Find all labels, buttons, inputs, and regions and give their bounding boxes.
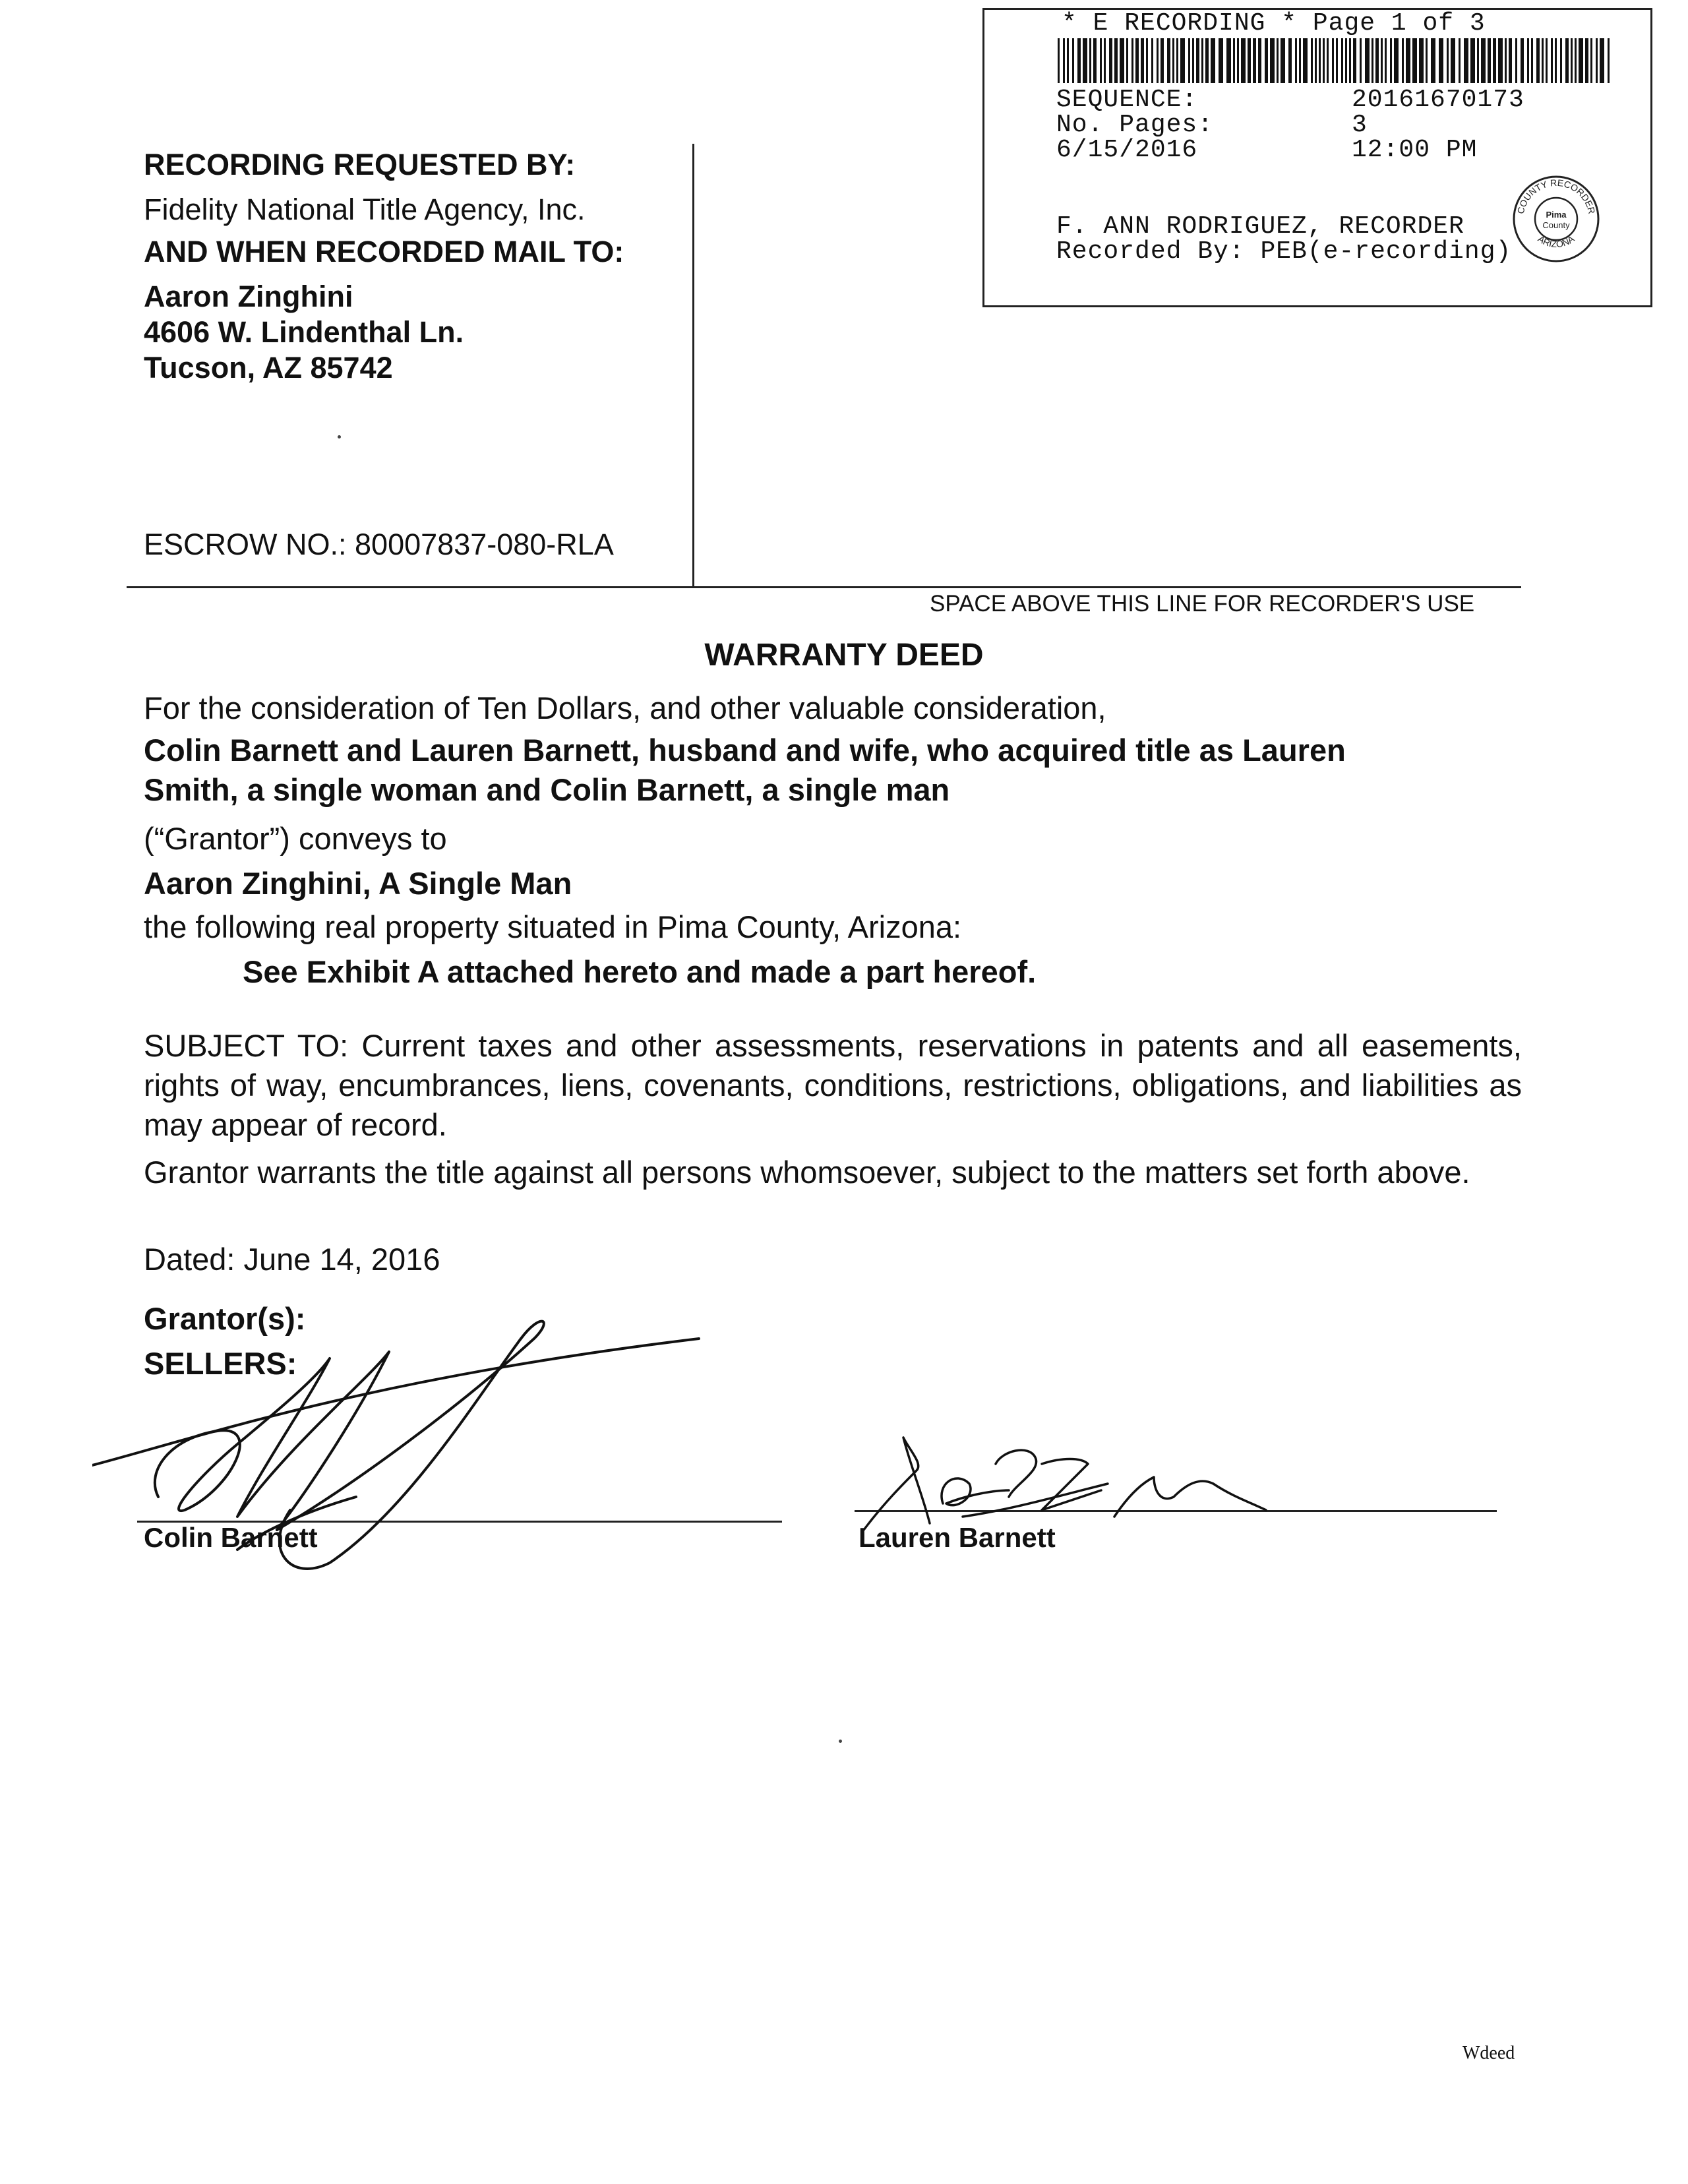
barcode-bar bbox=[1323, 38, 1325, 83]
barcode-bar bbox=[1419, 38, 1424, 83]
barcode-bar bbox=[1248, 38, 1251, 83]
barcode-bar bbox=[1451, 38, 1455, 83]
signature-lauren-barnett bbox=[844, 1424, 1306, 1536]
subject-to-paragraph: SUBJECT TO: Current taxes and other assessments, reservations in patents and all easements, rights of way, encumbrances, liens, covenants, conditions, restrictions, obligations, and liabilities as may appear of record. bbox=[144, 1028, 1522, 1142]
recorded-by: Recorded By: PEB(e-recording) bbox=[1056, 237, 1512, 266]
mail-to-name: Aaron Zinghini bbox=[144, 280, 353, 313]
barcode-bar bbox=[1531, 38, 1533, 83]
barcode-bar bbox=[1233, 38, 1235, 83]
barcode-bar bbox=[1385, 38, 1387, 83]
barcode-bar bbox=[1201, 38, 1203, 83]
barcode-bar bbox=[1063, 38, 1065, 83]
barcode-bar bbox=[1521, 38, 1524, 83]
barcode-bar bbox=[1100, 38, 1102, 83]
scan-speck bbox=[338, 435, 341, 439]
escrow-label: ESCROW NO.: bbox=[144, 528, 347, 561]
barcode-bar bbox=[1585, 38, 1588, 83]
barcode-bar bbox=[1058, 38, 1060, 83]
barcode-bar bbox=[1560, 38, 1562, 83]
barcode-bar bbox=[1131, 38, 1133, 83]
sellers-label: SELLERS: bbox=[144, 1346, 297, 1381]
barcode-bar bbox=[1258, 38, 1261, 83]
barcode-bar bbox=[1608, 38, 1610, 83]
barcode-bar bbox=[1439, 38, 1443, 83]
barcode-bar bbox=[1375, 38, 1379, 83]
barcode-bar bbox=[1332, 38, 1334, 83]
stamp-time: 12:00 PM bbox=[1352, 136, 1478, 164]
escrow-value: 80007837-080-RLA bbox=[355, 528, 614, 561]
signer-name-2: Lauren Barnett bbox=[859, 1522, 1056, 1553]
consideration-text: For the consideration of Ten Dollars, and other valuable consideration, bbox=[144, 690, 1106, 725]
barcode-bar bbox=[1493, 38, 1496, 83]
scan-speck bbox=[839, 1740, 842, 1743]
barcode-bar bbox=[1319, 38, 1321, 83]
barcode-bar bbox=[1176, 38, 1178, 83]
barcode-bar bbox=[1406, 38, 1410, 83]
barcode-bar bbox=[1315, 38, 1317, 83]
barcode-bar bbox=[1527, 38, 1529, 83]
grantee-name: Aaron Zinghini, A Single Man bbox=[144, 866, 572, 901]
barcode-bar bbox=[1281, 38, 1285, 83]
barcode-bar bbox=[1349, 38, 1351, 83]
barcode-bar bbox=[1077, 38, 1081, 83]
barcode-bar bbox=[1515, 38, 1517, 83]
barcode-bar bbox=[1253, 38, 1256, 83]
deed-title: WARRANTY DEED bbox=[704, 638, 984, 673]
barcode-bar bbox=[1600, 38, 1604, 83]
seal-center-text-2: County bbox=[1542, 220, 1570, 230]
barcode-bar bbox=[1477, 38, 1479, 83]
barcode-bar bbox=[1596, 38, 1598, 83]
barcode-bar bbox=[1146, 38, 1148, 83]
barcode-bar bbox=[1226, 38, 1231, 83]
barcode-bar bbox=[1505, 38, 1507, 83]
barcode-bar bbox=[1211, 38, 1215, 83]
conveys-text: (“Grantor”) conveys to bbox=[144, 821, 447, 856]
barcode-bar bbox=[1372, 38, 1373, 83]
barcode-bar bbox=[1509, 38, 1512, 83]
recorder-use-line bbox=[127, 586, 1521, 588]
barcode-bar bbox=[1341, 38, 1343, 83]
barcode-bar bbox=[1464, 38, 1468, 83]
barcode-bar bbox=[1542, 38, 1544, 83]
pages-value: 3 bbox=[1352, 111, 1368, 139]
mail-to-label: AND WHEN RECORDED MAIL TO: bbox=[144, 235, 624, 268]
barcode-bar bbox=[1394, 38, 1399, 83]
barcode-bar bbox=[1205, 38, 1209, 83]
barcode-bar bbox=[1590, 38, 1592, 83]
signature-colin-barnett bbox=[92, 1312, 719, 1576]
barcode-bar bbox=[1151, 38, 1153, 83]
barcode-bar bbox=[1571, 38, 1573, 83]
barcode-bar bbox=[1089, 38, 1091, 83]
exhibit-text: See Exhibit A attached hereto and made a part hereof. bbox=[243, 954, 1037, 989]
sequence-value: 20161670173 bbox=[1352, 86, 1524, 114]
barcode-bar bbox=[1104, 38, 1106, 83]
barcode-bar bbox=[1126, 38, 1128, 83]
requested-by-name: Fidelity National Title Agency, Inc. bbox=[144, 193, 586, 226]
dated-text: Dated: June 14, 2016 bbox=[144, 1242, 440, 1277]
barcode-bar bbox=[1365, 38, 1370, 83]
barcode-bar bbox=[1167, 38, 1170, 83]
barcode-bar bbox=[1067, 38, 1069, 83]
barcode-bar bbox=[1303, 38, 1308, 83]
barcode-bar bbox=[1536, 38, 1540, 83]
barcode-bar bbox=[1083, 38, 1087, 83]
barcode-bar bbox=[1160, 38, 1164, 83]
escrow-number bbox=[144, 528, 614, 562]
header-vertical-divider bbox=[692, 144, 694, 587]
barcode-bar bbox=[1295, 38, 1297, 83]
barcode-bar bbox=[1390, 38, 1392, 83]
warranty-paragraph: Grantor warrants the title against all persons whomsoever, subject to the matters set forth above. bbox=[144, 1155, 1470, 1190]
barcode-bar bbox=[1093, 38, 1097, 83]
barcode-bar bbox=[1299, 38, 1301, 83]
recording-requested-label: RECORDING REQUESTED BY: bbox=[144, 148, 576, 181]
seal-top-text: COUNTY RECORDER bbox=[1515, 177, 1598, 215]
barcode-bar bbox=[1277, 38, 1279, 83]
sequence-label: SEQUENCE: bbox=[1056, 86, 1198, 114]
barcode-bar bbox=[1196, 38, 1199, 83]
barcode-bar bbox=[1431, 38, 1435, 83]
barcode-bar bbox=[1579, 38, 1583, 83]
barcode-bar bbox=[1412, 38, 1417, 83]
mail-to-street: 4606 W. Lindenthal Ln. bbox=[144, 315, 464, 349]
recorder-name: F. ANN RODRIGUEZ, RECORDER bbox=[1056, 212, 1464, 241]
barcode-bar bbox=[1141, 38, 1144, 83]
barcode-bar bbox=[1311, 38, 1313, 83]
seal-center-text-1: Pima bbox=[1546, 210, 1567, 220]
barcode-bar bbox=[1192, 38, 1194, 83]
seal-bottom-text: ARIZONA bbox=[1536, 233, 1577, 250]
barcode-bar bbox=[1488, 38, 1491, 83]
barcode-bar bbox=[1180, 38, 1185, 83]
barcode-bar bbox=[1481, 38, 1486, 83]
grantors-label: Grantor(s): bbox=[144, 1301, 306, 1336]
stamp-title: * E RECORDING * Page 1 of 3 bbox=[1062, 9, 1486, 38]
barcode-bar bbox=[1120, 38, 1124, 83]
barcode-bar bbox=[1157, 38, 1159, 83]
barcode-bar bbox=[1237, 38, 1239, 83]
barcode-bar bbox=[1172, 38, 1174, 83]
barcode-bar bbox=[1114, 38, 1118, 83]
barcode bbox=[1058, 38, 1610, 84]
barcode-bar bbox=[1459, 38, 1461, 83]
barcode-bar bbox=[1219, 38, 1223, 83]
county-seal-icon bbox=[1510, 173, 1602, 265]
barcode-bar bbox=[1546, 38, 1548, 83]
barcode-bar bbox=[1265, 38, 1268, 83]
barcode-bar bbox=[1470, 38, 1475, 83]
signer-name-1: Colin Barnett bbox=[144, 1522, 318, 1553]
barcode-bar bbox=[1498, 38, 1503, 83]
property-text: the following real property situated in Pima County, Arizona: bbox=[144, 909, 962, 944]
barcode-bar bbox=[1402, 38, 1404, 83]
barcode-bar bbox=[1336, 38, 1338, 83]
barcode-bar bbox=[1447, 38, 1449, 83]
svg-text:ARIZONA bbox=[1536, 233, 1577, 249]
barcode-bar bbox=[1188, 38, 1190, 83]
barcode-bar bbox=[1551, 38, 1553, 83]
barcode-bar bbox=[1072, 38, 1074, 83]
pages-label: No. Pages: bbox=[1056, 111, 1214, 139]
form-code: Wdeed bbox=[1462, 2043, 1515, 2063]
mail-to-city: Tucson, AZ 85742 bbox=[144, 351, 393, 384]
barcode-bar bbox=[1135, 38, 1139, 83]
barcode-bar bbox=[1426, 38, 1428, 83]
barcode-bar bbox=[1353, 38, 1356, 83]
barcode-bar bbox=[1575, 38, 1577, 83]
barcode-bar bbox=[1360, 38, 1362, 83]
barcode-bar bbox=[1109, 38, 1112, 83]
recorder-use-caption: SPACE ABOVE THIS LINE FOR RECORDER'S USE bbox=[930, 591, 1475, 617]
grantor-names-line1: Colin Barnett and Lauren Barnett, husband and wife, who acquired title as Lauren bbox=[144, 733, 1346, 768]
stamp-date: 6/15/2016 bbox=[1056, 136, 1198, 164]
barcode-bar bbox=[1270, 38, 1275, 83]
barcode-bar bbox=[1381, 38, 1383, 83]
barcode-bar bbox=[1555, 38, 1557, 83]
barcode-bar bbox=[1241, 38, 1246, 83]
barcode-bar bbox=[1345, 38, 1347, 83]
barcode-bar bbox=[1327, 38, 1329, 83]
barcode-bar bbox=[1288, 38, 1292, 83]
barcode-bar bbox=[1565, 38, 1569, 83]
grantor-names-line2: Smith, a single woman and Colin Barnett, a single man bbox=[144, 772, 950, 807]
